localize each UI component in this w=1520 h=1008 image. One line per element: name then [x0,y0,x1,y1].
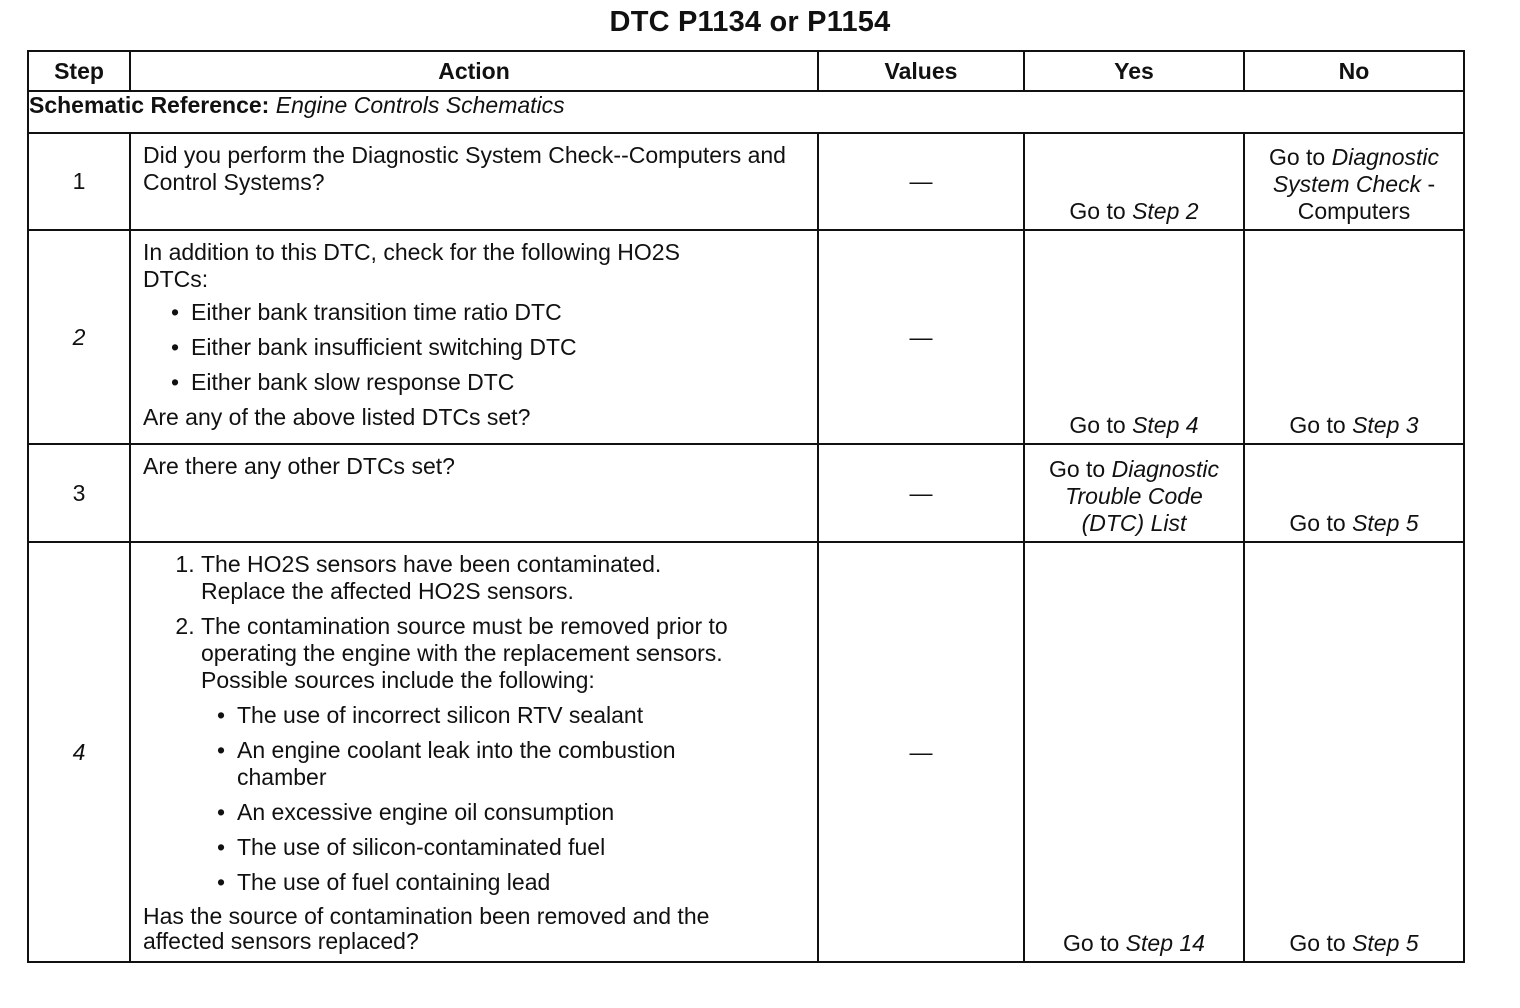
header-yes: Yes [1024,51,1244,91]
no-prefix: Go to [1289,510,1353,536]
header-no: No [1244,51,1464,91]
yes-link[interactable]: Step 4 [1132,412,1199,438]
no-link[interactable]: Diagnostic System Check [1272,144,1440,197]
no-cell [1244,542,1464,962]
no-link[interactable]: Step 3 [1352,412,1419,438]
yes-cell [1024,133,1244,230]
no-prefix: Go to [1268,144,1332,170]
list-item: • Either bank insufficient switching DTC [191,334,807,361]
numbered-list [143,551,807,896]
table-row [28,542,1464,962]
yes-prefix: Go to [1048,456,1112,482]
header-step: Step [28,51,130,91]
page-title: DTC P1134 or P1154 [609,6,891,38]
no-link[interactable]: Step 5 [1352,930,1419,956]
diagnostic-table [27,50,1465,963]
list-item: • An excessive engine oil consumption [237,799,807,826]
action-question: Has the source of contamination been removed and the affected sensors replaced? [143,903,710,954]
table-row [28,444,1464,542]
action-question: Are any of the above listed DTCs set? [143,404,531,430]
yes-prefix: Go to [1063,930,1126,956]
action-text [130,444,818,542]
action-question: Did you perform the Diagnostic System Check--Computers and Control Systems? [143,142,786,195]
action-text [130,133,818,230]
list-item-text: • An engine coolant leak into the combustion chamber [237,737,676,790]
no-prefix: Go to [1289,412,1353,438]
no-suffix: - Computers [1297,171,1436,224]
header-action: Action [130,51,818,91]
value-cell: — [818,133,1024,230]
yes-cell [1024,230,1244,444]
value-cell: — [818,542,1024,962]
action-question: Are there any other DTCs set? [143,453,455,479]
schematic-reference [28,91,1464,133]
yes-prefix: Go to [1069,198,1133,224]
action-text [130,542,818,962]
step-number: 1 [28,133,130,230]
no-cell [1244,230,1464,444]
list-item-text: 2. The contamination source must be removed prior to operating the engine with the replacement sensors. Possible sources include the following: [201,613,728,693]
yes-link[interactable]: Diagnostic Trouble Code (DTC) List [1065,456,1220,536]
list-item: • The use of fuel containing lead [237,869,807,896]
source-bullet-list [201,702,807,896]
list-item-text: 1. The HO2S sensors have been contaminated. Replace the affected HO2S sensors. [201,551,662,604]
header-values: Values [818,51,1024,91]
header-row [28,51,1464,91]
list-item [201,551,807,605]
yes-cell [1024,444,1244,542]
list-item: • The use of silicon-contaminated fuel [237,834,807,861]
yes-link[interactable]: Step 2 [1132,198,1199,224]
list-item: • The use of incorrect silicon RTV sealant [237,702,807,729]
yes-cell [1024,542,1244,962]
schematic-reference-row [28,91,1464,133]
no-prefix: Go to [1289,930,1353,956]
no-cell [1244,133,1464,230]
schematic-reference-label: Schematic Reference: [29,92,270,118]
action-text [130,230,818,444]
yes-prefix: Go to [1069,412,1133,438]
value-cell: — [818,444,1024,542]
list-item: • Either bank transition time ratio DTC [191,299,807,326]
no-link[interactable]: Step 5 [1352,510,1419,536]
dtc-bullet-list [143,299,807,396]
step-number: 3 [28,444,130,542]
list-item [237,737,807,791]
list-item: • Either bank slow response DTC [191,369,807,396]
value-cell: — [818,230,1024,444]
action-intro: In addition to this DTC, check for the following HO2S DTCs: [143,239,680,292]
step-number: 2 [28,230,130,444]
no-cell [1244,444,1464,542]
schematic-reference-link[interactable]: Engine Controls Schematics [275,92,565,118]
yes-link[interactable]: Step 14 [1125,930,1205,956]
list-item [201,613,807,896]
table-row [28,133,1464,230]
step-number: 4 [28,542,130,962]
table-row [28,230,1464,444]
